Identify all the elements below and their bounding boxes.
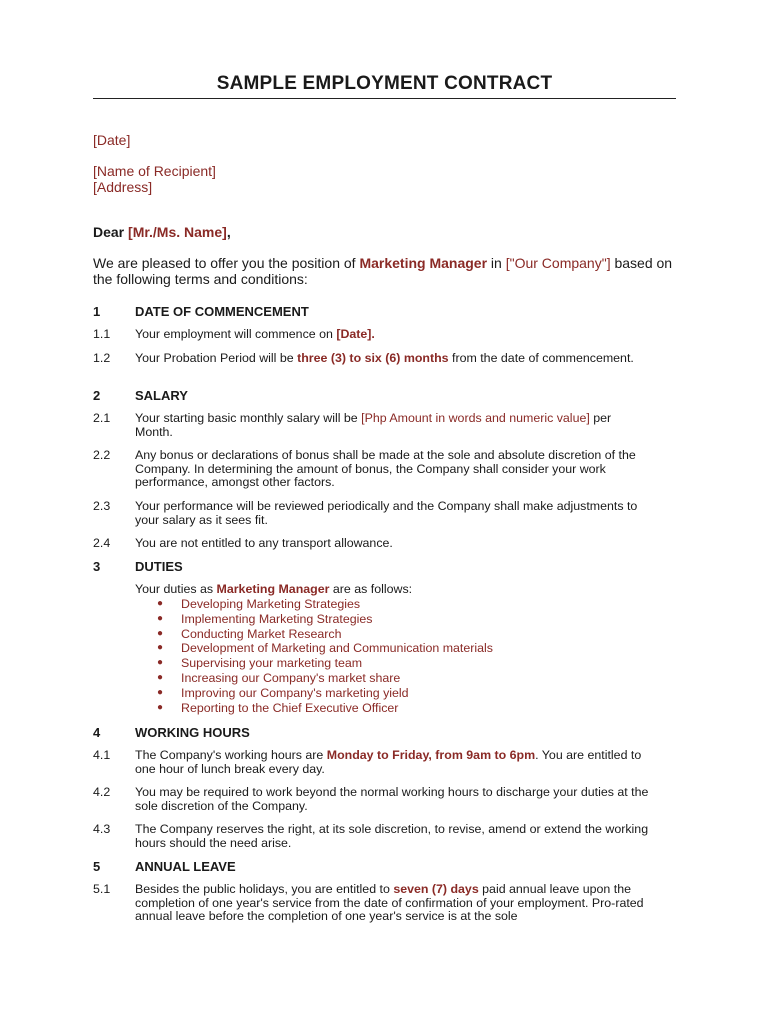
section-number: 1 xyxy=(93,304,101,319)
bullet-icon: ● xyxy=(157,612,164,624)
list-item: ● Implementing Marketing Strategies xyxy=(157,611,373,626)
section-number: 2 xyxy=(93,388,101,403)
document-title: SAMPLE EMPLOYMENT CONTRACT xyxy=(216,73,553,94)
section-title: WORKING HOURS xyxy=(135,725,250,740)
list-item: ● Supervising your marketing team xyxy=(157,656,363,671)
title-underline xyxy=(93,98,676,99)
bullet-icon: ● xyxy=(157,642,164,654)
address-placeholder: [Address] xyxy=(93,179,153,195)
recipient-placeholder: [Name of Recipient] xyxy=(93,163,216,179)
list-item: ● Increasing our Company's market share xyxy=(157,670,401,685)
bullet-icon: ● xyxy=(157,686,164,698)
intro-paragraph: We are pleased to offer you the position of Marketing Manager in ["Our Company"] based on the following terms and conditions: xyxy=(93,255,673,287)
duties-intro: Your duties as Marketing Manager are as follows: xyxy=(135,582,413,596)
section-number: 3 xyxy=(93,559,101,574)
bullet-icon: ● xyxy=(157,671,164,683)
date-placeholder: [Date] xyxy=(93,132,131,148)
bullet-icon: ● xyxy=(157,598,164,609)
section-title: DATE OF COMMENCEMENT xyxy=(135,304,309,319)
intro-position: Marketing Manager xyxy=(359,255,488,271)
bullet-icon: ● xyxy=(157,627,164,639)
bullet-icon: ● xyxy=(157,657,164,669)
list-item: ● Reporting to the Chief Executive Officer xyxy=(157,700,399,715)
section-title: ANNUAL LEAVE xyxy=(135,859,236,874)
section-number: 5 xyxy=(93,859,101,874)
bullet-icon: ● xyxy=(157,701,164,713)
list-item: ● Development of Marketing and Communication materials xyxy=(157,641,493,656)
salutation: Dear [Mr./Ms. Name], xyxy=(93,224,231,240)
section-title: DUTIES xyxy=(135,559,183,574)
intro-company: ["Our Company"] xyxy=(505,255,611,271)
salutation-name: [Mr./Ms. Name] xyxy=(128,224,227,240)
list-item: ● Conducting Market Research xyxy=(157,626,342,641)
list-item: ● Developing Marketing Strategies xyxy=(157,597,361,611)
section-number: 4 xyxy=(93,725,101,740)
list-item: ● Improving our Company's marketing yield xyxy=(157,685,409,700)
section-title: SALARY xyxy=(135,388,188,403)
duties-list xyxy=(157,597,493,715)
